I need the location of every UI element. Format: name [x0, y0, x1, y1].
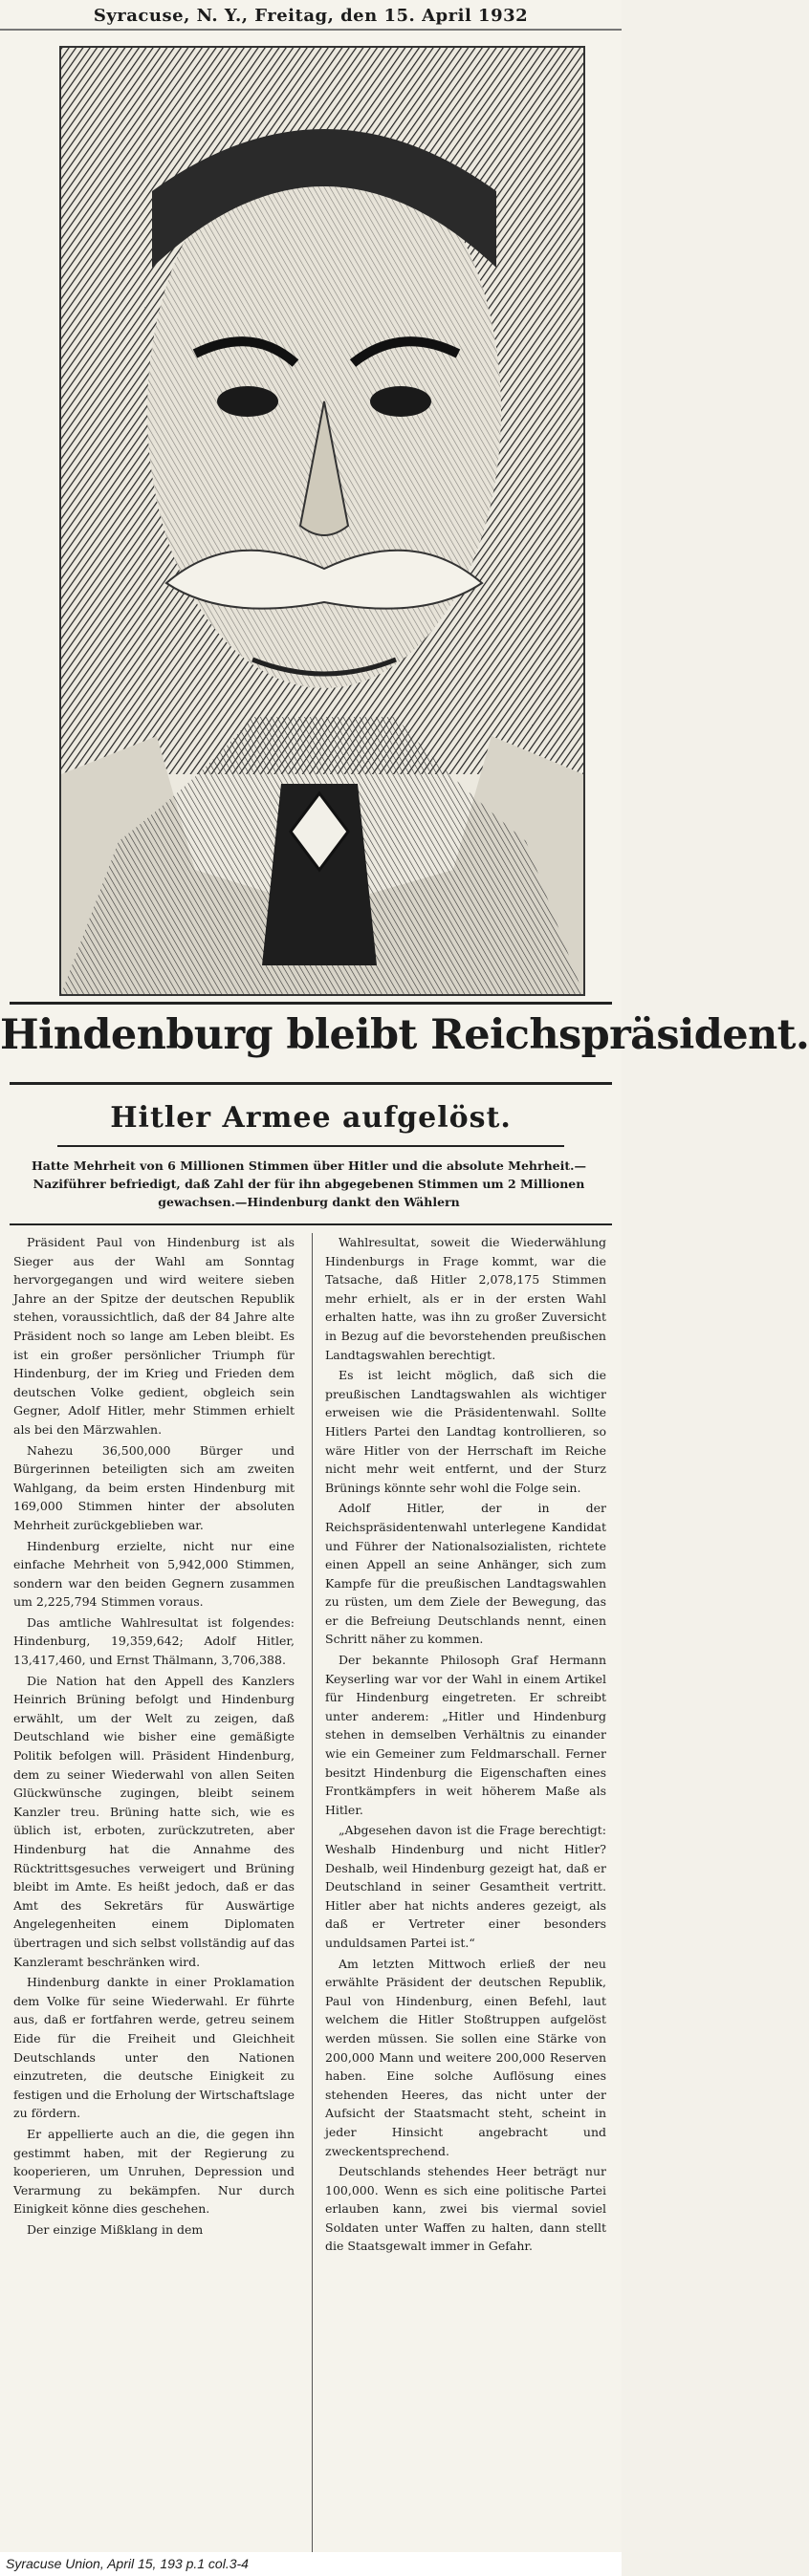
top-rule [0, 29, 622, 31]
subhead-rule [57, 1145, 564, 1147]
paragraph: Nahezu 36,500,000 Bürger und Bürgerinnen beteiligten sich am zweiten Wahlgang, da beim ersten Hindenburg mit 169,000 Stimmen hinter der absoluten Mehrheit zurückgeblieben war. [13, 1442, 295, 1532]
paragraph: Präsident Paul von Hindenburg ist als Sieger aus der Wahl am Sonntag hervorgegangen und wird weitere sieben Jahre an der Spitze der deutschen Republik stehen, voraussichtlich, daß der 84 Jahre alte Präsident noch so lange am Leben bleibt. Es ist ein großer persönlicher Triumph für Hindenburg, der im Krieg und Frieden dem deutschen Volke gedient, obgleich sein Gegner, Adolf Hitler, mehr Stimmen erhielt als bei den Märzwahlen. [13, 1235, 295, 1437]
headline-rule-bottom [10, 1082, 612, 1085]
paragraph: Es ist leicht möglich, daß sich die preußischen Landtagswahlen als wichtiger erweisen wie die Präsidentenwahl. Sollte Hitlers Partei den Landtag kontrollieren, so wäre Hitler von der Herrschaft im Reiche nicht mehr weit entfernt, und der Sturz Brünings könnte sehr wohl die Folge sein. [325, 1368, 606, 1495]
paragraph: Wahlresultat, soweit die Wiederwählung Hindenburgs in Frage kommt, war die Tatsache, daß Hitler 2,078,175 Stimmen mehr erhielt, als er in der ersten Wahl erhalten hatte, was ihn zu großer Zuversicht in Bezug auf die bevorstehenden preußischen Landtagswahlen berechtigt. [325, 1235, 606, 1362]
paragraph: Deutschlands stehendes Heer beträgt nur 100,000. Wenn es sich eine politische Partei erlauben kann, zwei bis viermal soviel Soldaten unter Waffen zu halten, dann stellt die Staatsgewalt immer in Gefahr. [325, 2164, 606, 2254]
article-column-left [13, 1233, 295, 2240]
paragraph: Hindenburg dankte in einer Proklamation dem Volke für seine Wiederwahl. Er führte aus, daß er fortfahren werde, getreu seinem Eide für die Freiheit und Gleichheit Deutschlands unter den Nationen einzutreten, die deutsche Einigkeit zu festigen und die Erholung der Wirtschaftslage zu fördern. [13, 1975, 295, 2121]
paragraph: Hindenburg erzielte, nicht nur eine einfache Mehrheit von 5,942,000 Stimmen, sondern war den beiden Gegnern zusammen um 2,225,794 Stimmen voraus. [13, 1538, 295, 1610]
deck-summary: Hatte Mehrheit von 6 Millionen Stimmen über Hitler und die absolute Mehrheit.—Naziführer befriedigt, daß Zahl der für ihn abgegebenen Stimmen um 2 Millionen gewachsen.—Hindenburg dankt den Wählern [31, 1158, 587, 1209]
article-column-right [325, 1233, 606, 2258]
paragraph: Er appellierte auch an die, die gegen ihn gestimmt haben, mit der Regierung zu kooperieren, um Unruhen, Depression und Verarmung zu bekämpfen. Nur durch Einigkeit könne dies geschehen. [13, 2126, 295, 2217]
headline: Hindenburg bleibt Reichspräsident. [0, 1011, 809, 1059]
paragraph: Der einzige Mißklang in dem [27, 2221, 204, 2237]
paragraph: Das amtliche Wahlresultat ist folgendes: Hindenburg, 19,359,642; Adolf Hitler, 13,417,460, und Ernst Thälmann, 3,706,388. [13, 1614, 295, 1668]
paragraph: Adolf Hitler, der in der Reichspräsidentenwahl unterlegene Kandidat und Führer der Nationalsozialisten, richtete einen Appell an seine Anhänger, sich zum Kampfe für die preußischen Landtagswahlen zu rüsten, um dem Ziele der Bewegung, das er die Befreiung Deutschlands nennt, einen Schritt näher zu kommen. [325, 1501, 606, 1647]
paragraph: „Abgesehen davon ist die Frage berechtigt: Weshalb Hindenburg und nicht Hitler? Deshalb, weil Hindenburg gezeigt hat, daß er Deutschland in seiner Gesamtheit vertritt. Hitler aber hat nichts anderes gezeigt, als daß er Vertreter einer besonders unduldsamen Partei ist.“ [325, 1823, 606, 1950]
headline-rule-top [10, 1002, 612, 1005]
paragraph: Am letzten Mittwoch erließ der neu erwählte Präsident der deutschen Republik, Paul von Hindenburg, einen Befehl, laut welchem die Hitler Stoßtruppen aufgelöst werden müssen. Sie sollen eine Stärke von 200,000 Mann und weitere 200,000 Reserven haben. Eine solche Auflösung eines stehenden Heeres, das nicht unter der Aufsicht der Staatsmacht steht, scheint in jeder Hinsicht angebracht und zweckentsprechend. [325, 1956, 606, 2158]
portrait-illustration [59, 46, 585, 996]
hindenburg-portrait-illustration [61, 48, 583, 994]
column-divider [312, 1233, 313, 2552]
subheadline: Hitler Armee aufgelöst. [110, 1101, 512, 1135]
source-caption: Syracuse Union, April 15, 193 p.1 col.3-4 [0, 2552, 622, 2576]
paragraph: Die Nation hat den Appell des Kanzlers Heinrich Brüning befolgt und Hindenburg erwählt, um der Welt zu zeigen, daß Deutschland wie bisher eine gemäßigte Politik befolgen will. Präsident Hindenburg, dem zu seiner Wiederwahl von allen Seiten Glückwünsche zugingen, bleibt seinem Kanzler treu. Brüning hatte sich, wie es üblich ist, erboten, zurückzutreten, aber Hindenburg hat die Annahme des Rücktrittsgesuches verweigert und Brüning bleibt im Amte. Es heißt jedoch, daß er das Amt des Sekretärs für Auswärtige Angelegenheiten einem Diplomaten übertragen und sich selbst vollständig auf das Kanzleramt beschränken wird. [13, 1673, 295, 1969]
paragraph: Der bekannte Philosoph Graf Hermann Keyserling war vor der Wahl in einem Artikel für Hindenburg eingetreten. Er schreibt unter anderem: „Hitler und Hindenburg stehen in demselben Verhältnis zu einander wie ein Gemeiner zum Feldmarschall. Ferner besitzt Hindenburg die Eigenschaften eines Frontkämpfers in weit höherem Maße als Hitler. [325, 1653, 606, 1817]
dateline: Syracuse, N. Y., Freitag, den 15. April 1932 [93, 6, 529, 26]
deck-rule [10, 1223, 612, 1225]
